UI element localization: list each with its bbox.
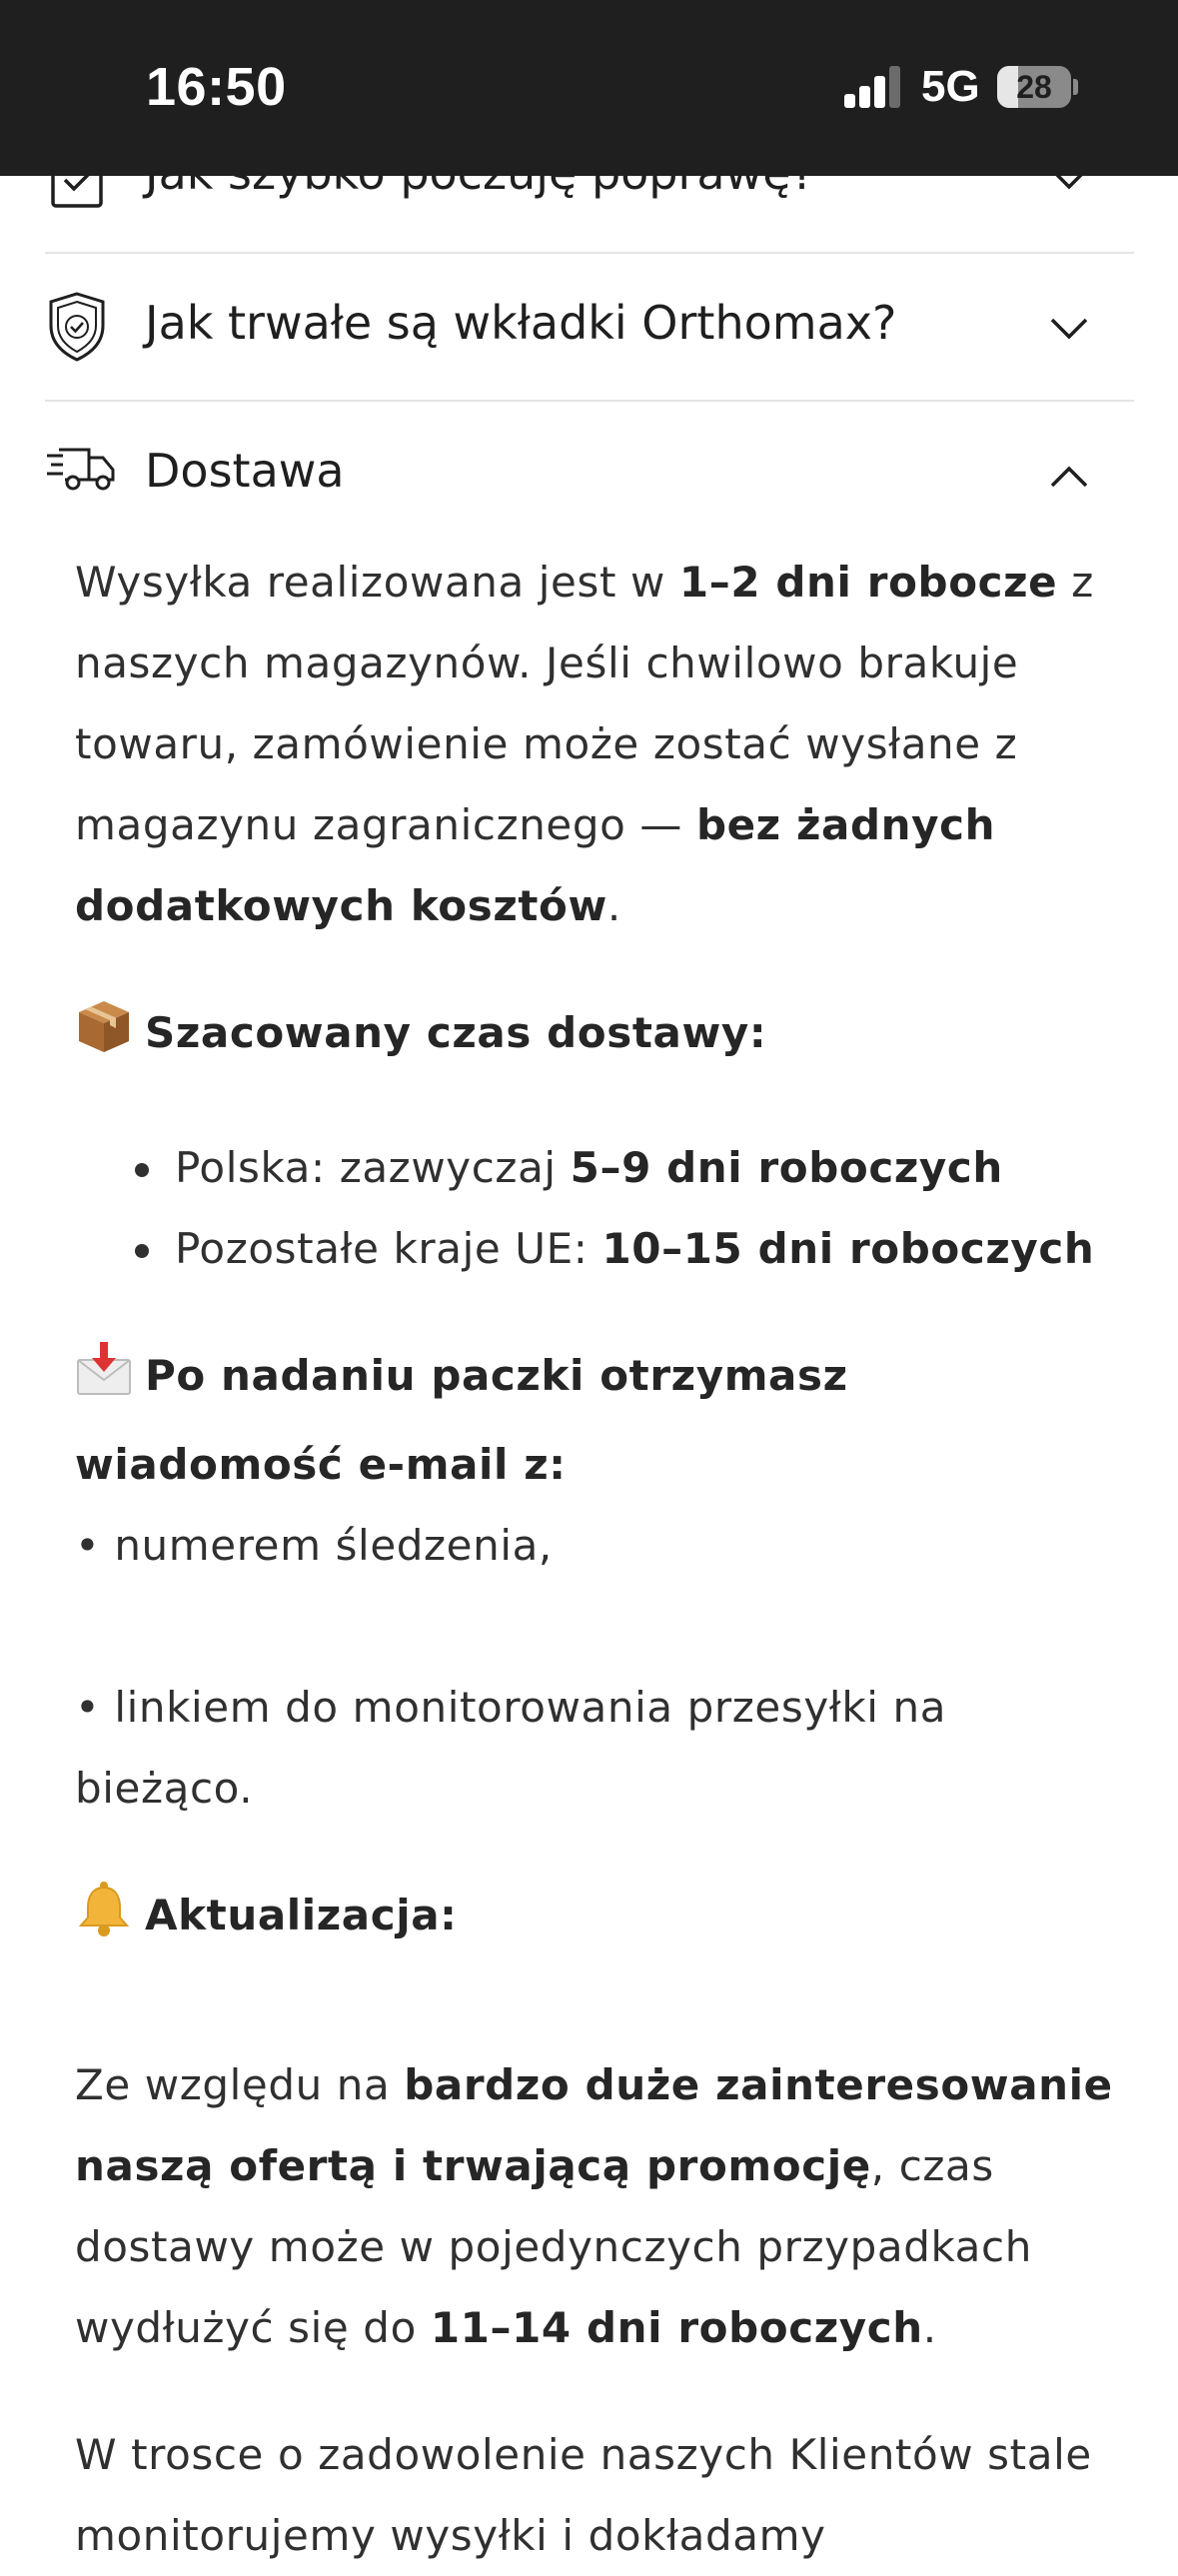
signal-bar xyxy=(874,76,885,108)
faq-item-durability[interactable] xyxy=(45,254,1134,402)
faq-item-label: Jak trwałe są wkładki Orthomax? xyxy=(145,296,897,350)
battery-level: 28 xyxy=(1016,69,1052,105)
text: z naszych magazynów. Jeśli chwilowo brakuje towaru, zamówienie może zostać wysłane z magazynu zagranicznego — xyxy=(75,558,1094,849)
chevron-down-icon[interactable] xyxy=(1049,166,1089,192)
update-heading xyxy=(75,1875,1114,1963)
bold-text: 10–15 dni roboczych xyxy=(601,1224,1095,1273)
closing-text: W trosce o zadowolenie naszych Klientów stale monitorujemy wysyłki i dokładamy xyxy=(75,2430,1092,2560)
text: Ze względu na xyxy=(75,2060,405,2109)
signal-bar xyxy=(844,94,855,108)
text: Pozostałe kraje UE: xyxy=(175,1224,602,1273)
calendar-check-icon xyxy=(45,152,109,216)
faq-item-delivery[interactable] xyxy=(45,404,1134,534)
text: Polska: zazwyczaj xyxy=(175,1143,571,1192)
text: . xyxy=(922,2303,937,2352)
faq-item-label: Jak szybko poczuję poprawę? xyxy=(145,146,815,200)
bold-text: Aktualizacja: xyxy=(145,1891,458,1939)
signal-bar xyxy=(889,66,900,108)
bold-text: 5–9 dni roboczych xyxy=(570,1143,1003,1192)
delivery-times-list xyxy=(75,1127,1114,1289)
cellular-signal-icon xyxy=(844,66,902,108)
update-text xyxy=(75,2044,1114,2368)
faq-item-label: Dostawa xyxy=(145,444,345,498)
text: . xyxy=(606,881,621,930)
signal-bar xyxy=(859,86,870,108)
package-icon xyxy=(75,997,133,1081)
bold-text: Po nadaniu paczki otrzymasz wiadomość e-mail z: xyxy=(75,1351,848,1489)
envelope-arrow-icon xyxy=(75,1340,133,1424)
bell-icon xyxy=(75,1880,133,1963)
email-line-link: • linkiem do monitorowania przesyłki na bieżąco. xyxy=(75,1683,947,1813)
bold-text: Szacowany czas dostawy: xyxy=(145,1008,767,1057)
status-time: 16:50 xyxy=(146,57,287,117)
battery-icon xyxy=(997,66,1071,108)
estimate-heading xyxy=(75,992,1114,1081)
delivery-intro xyxy=(75,542,1114,946)
bold-text: bardzo duże zainteresowanie naszą ofertą i trwającą promocję xyxy=(75,2060,1113,2190)
delivery-content xyxy=(75,542,1114,2576)
list-item xyxy=(175,1208,1114,1289)
chevron-up-icon[interactable] xyxy=(1049,464,1089,490)
text: , czas dostawy może w pojedynczych przypadkach wydłużyć się do xyxy=(75,2141,1032,2352)
network-type: 5G xyxy=(921,62,980,111)
bold-text: 11–14 dni roboczych xyxy=(430,2303,923,2352)
delivery-truck-icon xyxy=(45,446,117,492)
faq-item-progress[interactable] xyxy=(45,130,1134,254)
list-item xyxy=(175,1127,1114,1208)
email-line-tracking: • numerem śledzenia, xyxy=(75,1521,553,1570)
text: Wysyłka realizowana jest w xyxy=(75,558,679,607)
chevron-down-icon[interactable] xyxy=(1049,316,1089,342)
email-heading xyxy=(75,1335,1114,1505)
shield-check-icon xyxy=(45,290,109,364)
battery-tip xyxy=(1073,79,1078,95)
bold-text: bez żadnych dodatkowych kosztów xyxy=(75,800,996,930)
bold-text: 1–2 dni robocze xyxy=(678,558,1058,607)
